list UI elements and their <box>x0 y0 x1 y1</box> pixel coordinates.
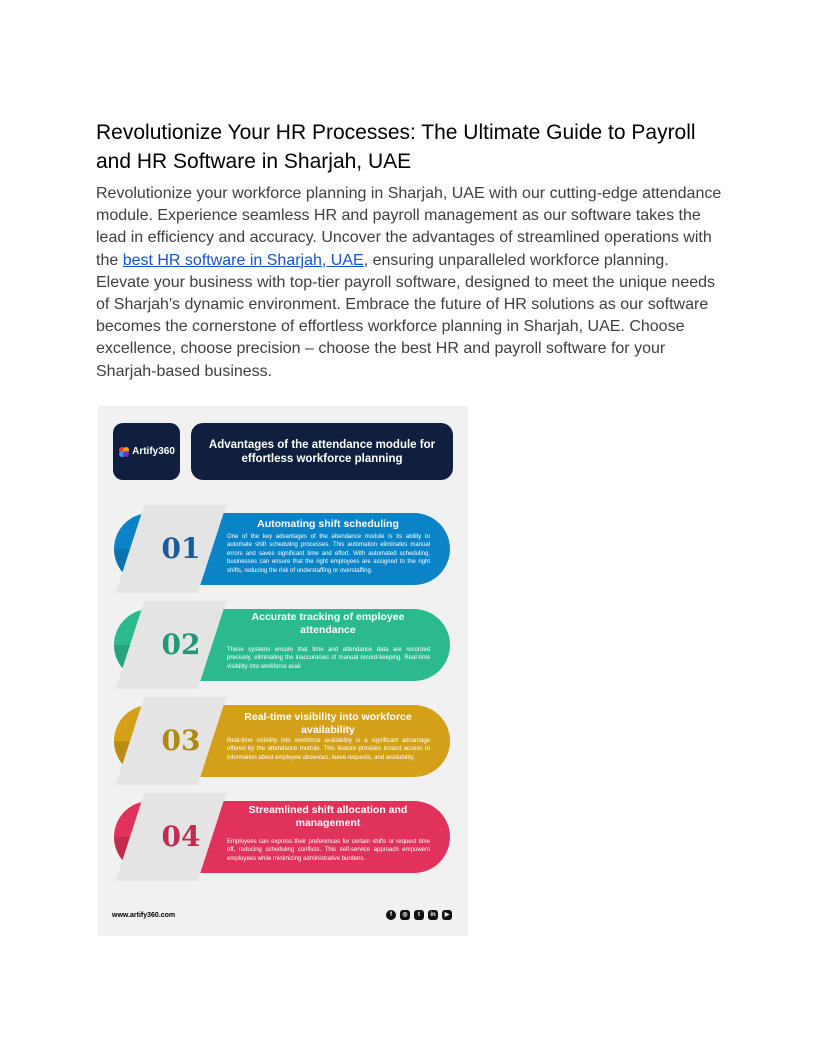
advantage-title-3: Real-time visibility into workforce availability <box>244 711 412 736</box>
artify-logo-icon <box>118 446 130 458</box>
footer-url: www.artify360.com <box>112 912 176 919</box>
social-icons <box>386 910 452 920</box>
facebook-icon: f <box>386 910 396 920</box>
advantage-number-2: 02 <box>161 628 201 661</box>
advantage-number-4: 04 <box>161 820 201 853</box>
intro-paragraph <box>96 183 726 383</box>
best-hr-software-link[interactable]: best HR software in Sharjah, UAE <box>122 251 364 269</box>
advantage-title-1: Automating shift scheduling <box>257 518 399 530</box>
infographic <box>98 406 468 936</box>
paragraph-text-end: , ensuring unparalleled workforce planning. Elevate your business with top-tier payroll software, designed to meet the unique needs of Sharjah's dynamic environment. Embrace the future of HR solutions as our software becomes the cornerstone of effortless workforce planning in Sharjah, UAE. Choose excellence, choose precision – choose the best HR and payroll software for your Sharjah-based business. <box>96 251 716 380</box>
infographic-header-text: Advantages of the attendance module for effortless workforce planning <box>208 438 436 465</box>
youtube-icon: ▶ <box>442 910 452 920</box>
advantage-title-4: Streamlined shift allocation and management <box>248 804 408 829</box>
infographic-header <box>191 423 453 480</box>
paragraph-text-start: Revolutionize your workforce planning in Sharjah, UAE with our cutting-edge attendance module. Experience seamless HR and payroll management as our software takes the lead in efficiency and accuracy. Uncover the advantages of streamlined operations with the <box>96 185 722 269</box>
linkedin-icon: in <box>428 910 438 920</box>
logo-box <box>113 423 180 480</box>
twitter-icon: t <box>414 910 424 920</box>
advantage-body-3: Real-time visibility into workforce availability is a significant advantage offered by the attendance module. This feature provides instant access to information about employee absences, leave requests, and availability. <box>227 738 430 761</box>
advantage-body-4: Employees can express their preferences for certain shifts or request time off, reducing scheduling conflicts. This self-service approach empowers employees while minimizing administrative burdens. <box>227 839 430 862</box>
advantage-number-1: 01 <box>161 532 201 565</box>
advantage-body-1: One of the key advantages of the attendance module is its ability to automate shift scheduling processes. This automation eliminates manual errors and saves significant time and effort. With automated scheduling, businesses can ensure that the right employees are assigned to the right shifts, reducing the risk of understaffing or overstaffing. <box>227 534 430 574</box>
instagram-icon: ◎ <box>400 910 410 920</box>
page-title: Revolutionize Your HR Processes: The Ultimate Guide to Payroll and HR Software in Sharjah, UAE <box>96 121 696 173</box>
logo-text: Artify360 <box>132 446 175 457</box>
advantage-title-2: Accurate tracking of employee attendance <box>251 611 405 636</box>
advantage-body-2: These systems ensure that time and attendance data are recorded precisely, eliminating the inaccuracies of manual record-keeping. Real-time visibility into workforce avail <box>227 647 430 670</box>
advantage-number-3: 03 <box>161 724 201 757</box>
